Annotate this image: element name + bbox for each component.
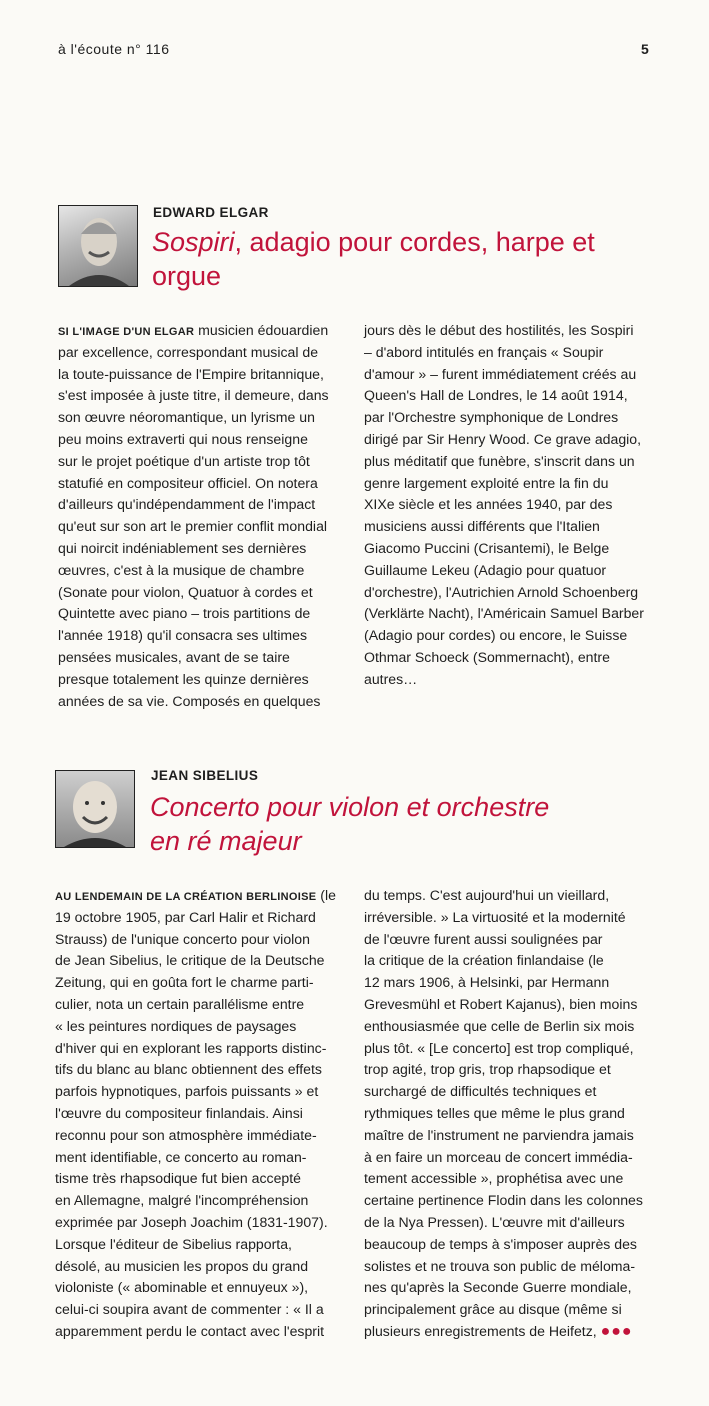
text-line: qui noircit indéniablement ses dernières: [58, 539, 307, 556]
text-line: tement accessible », prophétisa avec une: [364, 1170, 624, 1187]
text-line: Queen's Hall de Londres, le 14 août 1914,: [364, 387, 628, 404]
text-line: Strauss) de l'unique concerto pour violon: [55, 930, 310, 947]
text-line: tisme très rhapsodique fut bien accepté: [55, 1170, 302, 1187]
text-line: œuvres, c'est à la musique de chambre: [58, 561, 305, 578]
text-line: (Sonate pour violon, Quatuor à cordes et: [58, 583, 313, 600]
text-line: nes qu'après la Seconde Guerre mondiale,: [364, 1279, 632, 1296]
elgar-column-1: [58, 320, 329, 712]
text-line: maître de l'instrument ne parviendra jamais: [364, 1126, 634, 1143]
text-line: celui-ci soupira avant de commenter : « Il a: [55, 1301, 324, 1318]
text-line: Zeitung, qui en goûta fort le charme parti-: [55, 974, 314, 991]
text-line: SI L'IMAGE D'UN ELGAR musicien édouardien: [58, 322, 329, 338]
text-line: années de sa vie. Composés en quelques: [58, 692, 321, 709]
text-line: Grevesmühl et Robert Kajanus), bien moins: [364, 995, 638, 1012]
text-line: principalement grâce au disque (même si: [364, 1301, 622, 1318]
elgar-portrait: [58, 205, 138, 287]
text-line: reconnu pour son atmosphère immédiate-: [55, 1126, 317, 1143]
text-line: exprimée par Joseph Joachim (1831-1907).: [55, 1213, 328, 1230]
text-line: d'orchestre), l'Autrichien Arnold Schoenberg: [364, 583, 639, 600]
text-line: la toute-puissance de l'Empire britannique,: [58, 365, 324, 382]
text-line: de la Nya Pressen). L'œuvre mit d'ailleurs: [364, 1213, 625, 1230]
text-line: dirigé par Sir Henry Wood. Ce grave adagio,: [364, 430, 642, 447]
text-line: presque totalement les quinze dernières: [58, 670, 309, 687]
text-line: l'année 1918) qu'il consacra ses ultimes: [58, 627, 308, 644]
continue-marker: ●●●: [600, 1322, 633, 1340]
text-line: du temps. C'est aujourd'hui un vieillard,: [364, 887, 610, 903]
lead-in: SI L'IMAGE D'UN ELGAR: [58, 326, 195, 338]
text-line: violoniste (« abominable et ennuyeux »),: [55, 1279, 309, 1296]
text-line: 19 octobre 1905, par Carl Halir et Richard: [55, 908, 316, 925]
text-line: Guillaume Lekeu (Adagio pour quatuor: [364, 561, 607, 578]
text-line: genre largement exploité entre la fin du: [364, 474, 609, 491]
text-line: enthousiasmée que celle de Berlin six mois: [364, 1017, 635, 1034]
sibelius-column-1: [55, 885, 336, 1343]
text-line: Othmar Schoeck (Sommernacht), entre: [364, 648, 610, 665]
text-line: musiciens aussi différents que l'Italien: [364, 518, 600, 535]
text-line: ment identifiable, ce concerto au roman-: [55, 1148, 307, 1165]
text-line: jours dès le début des hostilités, les Sospiri: [364, 322, 634, 338]
text-line: « les peintures nordiques de paysages: [55, 1017, 297, 1034]
text-line: plusieurs enregistrements de Heifetz, ●●●: [364, 1322, 633, 1340]
text-line: de l'œuvre furent aussi soulignées par: [364, 930, 603, 947]
text-line: solistes et ne trouva son public de méloma-: [364, 1257, 636, 1274]
text-line: autres…: [364, 670, 418, 687]
text-line: pensées musicales, avant de se taire: [58, 648, 290, 665]
text-line: peu moins extraverti qui nous renseigne: [58, 430, 308, 447]
text-line: en Allemagne, malgré l'incompréhension: [55, 1192, 309, 1209]
text-line: XIXe siècle et les années 1940, par des: [364, 496, 613, 513]
text-line: par excellence, correspondant musical de: [58, 343, 319, 360]
text-line: de Jean Sibelius, le critique de la Deutsche: [55, 952, 325, 969]
text-line: certaine pertinence Flodin dans les colonnes: [364, 1192, 643, 1209]
text-line: l'œuvre du compositeur finlandais. Ainsi: [55, 1104, 303, 1121]
text-line: à en faire un morceau de concert immédia-: [364, 1148, 633, 1165]
text-line: tifs du blanc au blanc obtiennent des effets: [55, 1061, 322, 1078]
text-line: par l'Orchestre symphonique de Londres: [364, 409, 619, 426]
text-line: beaucoup de temps à s'imposer auprès des: [364, 1235, 637, 1252]
text-line: statufié en compositeur officiel. On notera: [58, 474, 318, 491]
text-line: d'ailleurs qu'indépendamment de l'impact: [58, 496, 316, 513]
text-line: Lorsque l'éditeur de Sibelius rapporta,: [55, 1235, 292, 1252]
text-line: son œuvre néoromantique, un lyrisme un: [58, 409, 315, 426]
magazine-issue: à l'écoute n° 116: [58, 41, 170, 57]
text-line: plus méditatif que funèbre, s'inscrit dans un: [364, 452, 635, 469]
text-line: parfois hypnotiques, parfois puissants » et: [55, 1083, 319, 1100]
work-title-elgar: Sospiri, adagio pour cordes, harpe et orgue: [152, 227, 595, 291]
page-number: 5: [641, 41, 649, 57]
text-line: irréversible. » La virtuosité et la modernité: [364, 908, 626, 925]
text-line: plus tôt. « [Le concerto] est trop compliqué,: [364, 1039, 634, 1056]
lead-in: AU LENDEMAIN DE LA CRÉATION BERLINOISE: [55, 891, 317, 903]
text-line: d'hiver qui en explorant les rapports distinc-: [55, 1039, 327, 1056]
text-line: sur le projet poétique d'un artiste trop tôt: [58, 452, 310, 469]
sibelius-column-2: [364, 885, 643, 1343]
text-line: surchargé de difficultés techniques et: [364, 1083, 597, 1100]
text-line: – d'abord intitulés en français « Soupir: [364, 343, 604, 360]
text-line: 12 mars 1906, à Helsinki, par Hermann: [364, 974, 610, 991]
sibelius-portrait: [55, 770, 135, 848]
text-line: Quintette avec piano – trois partitions de: [58, 605, 311, 622]
text-line: désolé, au musicien les propos du grand: [55, 1257, 309, 1274]
composer-name-sibelius: JEAN SIBELIUS: [151, 768, 259, 783]
work-title-sibelius: Concerto pour violon et orchestre en ré majeur: [150, 792, 550, 856]
text-line: Giacomo Puccini (Crisantemi), le Belge: [364, 539, 610, 556]
composer-name-elgar: EDWARD ELGAR: [153, 205, 269, 220]
text-line: s'est imposée à juste titre, il demeure, dans: [58, 387, 329, 404]
text-line: culier, nota un certain parallélisme entre: [55, 995, 305, 1012]
text-line: d'amour » – furent immédiatement créés au: [364, 365, 637, 382]
text-line: rythmiques telles que même le plus grand: [364, 1104, 625, 1121]
text-line: trop agité, trop gris, trop rhapsodique et: [364, 1061, 611, 1078]
text-line: la critique de la création finlandaise (le: [364, 952, 604, 969]
text-line: (Adagio pour cordes) ou encore, le Suisse: [364, 627, 628, 644]
text-line: AU LENDEMAIN DE LA CRÉATION BERLINOISE (le: [55, 887, 336, 903]
elgar-column-2: [364, 320, 644, 691]
text-line: apparemment perdu le contact avec l'esprit: [55, 1322, 325, 1339]
text-line: qu'eut sur son art le premier conflit mondial: [58, 518, 328, 535]
text-line: (Verklärte Nacht), l'Américain Samuel Barber: [364, 605, 644, 622]
